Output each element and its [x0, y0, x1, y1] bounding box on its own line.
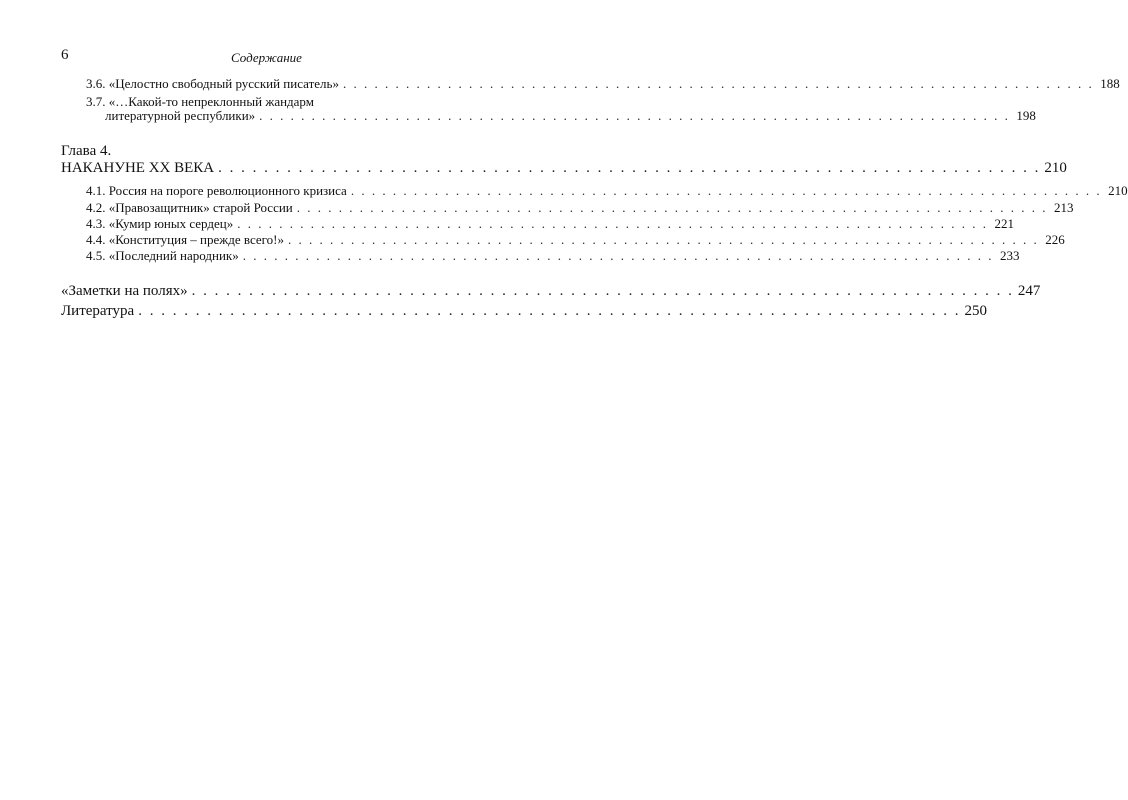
toc-entry-title: 4.3. «Кумир юных сердец» [86, 216, 234, 231]
toc-entry-4-4[interactable] [86, 232, 1065, 248]
chapter-title: НАКАНУНЕ XX ВЕКА [61, 160, 215, 176]
toc-entry-page: 247 [1017, 283, 1041, 299]
running-head: Содержание [231, 50, 302, 65]
toc-entry-page: 210 [1108, 183, 1128, 198]
chapter-page: 210 [1044, 160, 1067, 176]
page-number: 6 [61, 47, 69, 63]
toc-entry-title: «Заметки на полях» [61, 283, 188, 299]
dot-leader: . . . . . . . . . . . . . . . . . . . . . . . . . . . . . . . . . . . . . . . . . . . . . . . . . . . . . . . . . . . . . . . . . . . . . . . . [259, 108, 1010, 123]
toc-entry-4-5[interactable] [86, 248, 1020, 264]
toc-entry-notes[interactable] [61, 283, 1041, 300]
toc-entry-title: 4.5. «Последний народник» [86, 248, 239, 263]
toc-entry-title: 4.2. «Правозащитник» старой России [86, 200, 293, 215]
toc-entry-title: 4.1. Россия на пороге революционного кризиса [86, 183, 347, 198]
toc-entry-page: 221 [994, 216, 1014, 231]
dot-leader: . . . . . . . . . . . . . . . . . . . . . . . . . . . . . . . . . . . . . . . . . . . . . . . . . . . . . . . . . . . . . . . . . . . . . . . . [342, 76, 1094, 91]
toc-entry-3-6[interactable] [86, 76, 1120, 92]
toc-entry-3-7-line1[interactable]: 3.7. «…Какой-то непреклонный жандарм [86, 94, 314, 109]
toc-entry-title: литературной республики» [105, 108, 256, 123]
toc-entry-4-2[interactable] [86, 200, 1074, 216]
toc-entry-4-3[interactable] [86, 216, 1014, 232]
dot-leader: . . . . . . . . . . . . . . . . . . . . . . . . . . . . . . . . . . . . . . . . . . . . . . . . . . . . . . . . . . . . . . . . . . . . . . . . [218, 160, 1041, 176]
toc-entry-page: 250 [964, 303, 987, 319]
dot-leader: . . . . . . . . . . . . . . . . . . . . . . . . . . . . . . . . . . . . . . . . . . . . . . . . . . . . . . . . . . . . . . . . . . . . . . . . [237, 216, 988, 231]
dot-leader: . . . . . . . . . . . . . . . . . . . . . . . . . . . . . . . . . . . . . . . . . . . . . . . . . . . . . . . . . . . . . . . . . . . . . . . . [191, 283, 1014, 299]
toc-entry-title: 3.6. «Целостно свободный русский писатель» [86, 76, 339, 91]
dot-leader: . . . . . . . . . . . . . . . . . . . . . . . . . . . . . . . . . . . . . . . . . . . . . . . . . . . . . . . . . . . . . . . . . . . . . . . . [138, 303, 961, 319]
toc-entry-title: Литература [61, 303, 135, 319]
toc-entry-4-1[interactable] [86, 183, 1128, 199]
toc-entry-page: 233 [1000, 248, 1020, 263]
toc-entry-page: 226 [1045, 232, 1065, 247]
toc-entry-literature[interactable] [61, 303, 987, 320]
toc-entry-page: 188 [1100, 76, 1120, 91]
dot-leader: . . . . . . . . . . . . . . . . . . . . . . . . . . . . . . . . . . . . . . . . . . . . . . . . . . . . . . . . . . . . . . . . . . . . . . . . [296, 200, 1048, 215]
toc-entry-page: 213 [1054, 200, 1074, 215]
chapter-label: Глава 4. [61, 143, 112, 159]
toc-entry-3-7[interactable] [105, 108, 1036, 124]
toc-entry-title: 4.4. «Конституция – прежде всего!» [86, 232, 284, 247]
dot-leader: . . . . . . . . . . . . . . . . . . . . . . . . . . . . . . . . . . . . . . . . . . . . . . . . . . . . . . . . . . . . . . . . . . . . . . . . [242, 248, 994, 263]
dot-leader: . . . . . . . . . . . . . . . . . . . . . . . . . . . . . . . . . . . . . . . . . . . . . . . . . . . . . . . . . . . . . . . . . . . . . . . . [287, 232, 1039, 247]
toc-chapter-4[interactable] [61, 160, 1067, 177]
toc-entry-page: 198 [1016, 108, 1036, 123]
dot-leader: . . . . . . . . . . . . . . . . . . . . . . . . . . . . . . . . . . . . . . . . . . . . . . . . . . . . . . . . . . . . . . . . . . . . . . . . [350, 183, 1102, 198]
